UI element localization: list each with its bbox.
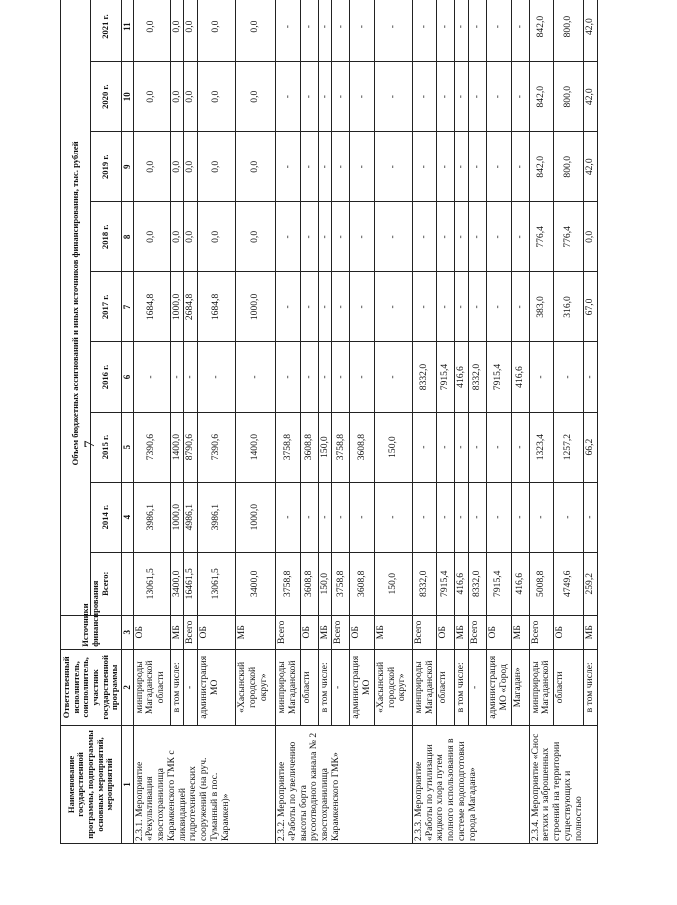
value-cell: 8790,6 (184, 412, 198, 482)
header-row-1 (61, 0, 91, 844)
source-cell: Всего (529, 615, 553, 649)
value-cell: 0,0 (133, 132, 170, 202)
value-cell: - (350, 342, 374, 412)
header-year: 2018 г. (91, 202, 121, 272)
value-cell: 150,0 (374, 412, 412, 482)
table-row (300, 0, 318, 844)
value-cell: - (300, 342, 318, 412)
value-cell: 150,0 (318, 552, 332, 615)
value-cell: - (437, 62, 455, 132)
value-cell: - (350, 0, 374, 62)
value-cell: - (276, 342, 300, 412)
value-cell: 3986,1 (133, 482, 170, 552)
measure-name: 2.3.1. Мероприятие «Рекультивация хвостохранилища Карамкенского ГМК с ликвидацией гидротехнических сооружений (на руч. Туманный в пос. Карамкен)» (133, 725, 275, 843)
value-cell: 776,4 (529, 202, 553, 272)
value-cell: 0,0 (198, 62, 236, 132)
column-index: 6 (121, 342, 133, 412)
value-cell: - (487, 132, 511, 202)
value-cell: - (412, 412, 436, 482)
source-cell: Всего (276, 615, 300, 649)
table-row (529, 0, 553, 844)
value-cell: - (554, 482, 584, 552)
value-cell: - (300, 0, 318, 62)
value-cell: 1400,0 (170, 412, 184, 482)
value-cell: - (318, 132, 332, 202)
value-cell: 1257,2 (554, 412, 584, 482)
value-cell: 1684,8 (133, 272, 170, 342)
value-cell: 3758,8 (332, 412, 350, 482)
source-cell: МБ (455, 615, 469, 649)
value-cell: 0,0 (198, 0, 236, 62)
value-cell: - (437, 132, 455, 202)
table-body (133, 0, 597, 844)
value-cell: 0,0 (236, 62, 276, 132)
value-cell: 1400,0 (236, 412, 276, 482)
value-cell: - (300, 132, 318, 202)
value-cell: 7390,6 (198, 412, 236, 482)
value-cell: 416,6 (455, 552, 469, 615)
value-cell: 0,0 (236, 0, 276, 62)
value-cell: - (469, 272, 487, 342)
value-cell: 3400,0 (236, 552, 276, 615)
value-cell: - (412, 272, 436, 342)
value-cell: - (184, 342, 198, 412)
value-cell: - (469, 132, 487, 202)
value-cell: - (437, 272, 455, 342)
value-cell: - (198, 342, 236, 412)
value-cell: - (455, 272, 469, 342)
value-cell: 8332,0 (469, 342, 487, 412)
value-cell: - (529, 482, 553, 552)
responsible-cell: в том числе: (584, 649, 598, 725)
value-cell: 259,2 (584, 552, 598, 615)
value-cell: 842,0 (529, 132, 553, 202)
value-cell: 776,4 (554, 202, 584, 272)
value-cell: - (332, 272, 350, 342)
column-index: 3 (121, 615, 133, 649)
value-cell: 416,6 (511, 342, 529, 412)
responsible-cell: администрация МО (198, 649, 236, 725)
value-cell: 3986,1 (198, 482, 236, 552)
value-cell: 1684,8 (198, 272, 236, 342)
column-index: 9 (121, 132, 133, 202)
column-index: 1 (121, 725, 133, 843)
value-cell: - (350, 272, 374, 342)
value-cell: 0,0 (133, 62, 170, 132)
source-cell: МБ (584, 615, 598, 649)
value-cell: - (276, 202, 300, 272)
value-cell: - (374, 482, 412, 552)
value-cell: - (487, 482, 511, 552)
value-cell: 42,0 (584, 62, 598, 132)
responsible-cell: области (437, 649, 455, 725)
value-cell: - (437, 0, 455, 62)
value-cell: 7915,4 (487, 552, 511, 615)
table-row (332, 0, 350, 844)
header-total: Всего: (91, 552, 121, 615)
source-cell: ОБ (437, 615, 455, 649)
value-cell: 150,0 (374, 552, 412, 615)
value-cell: - (437, 412, 455, 482)
responsible-cell: администрация МО (350, 649, 374, 725)
value-cell: 5008,8 (529, 552, 553, 615)
header-source: Источники финансирования (61, 615, 122, 649)
value-cell: - (300, 272, 318, 342)
value-cell: 7915,4 (437, 552, 455, 615)
value-cell: 0,0 (133, 0, 170, 62)
value-cell: 0,0 (184, 0, 198, 62)
responsible-cell: минприроды Магаданской (276, 649, 300, 725)
value-cell: - (170, 342, 184, 412)
table-row (350, 0, 374, 844)
source-cell: Всего (332, 615, 350, 649)
value-cell: - (133, 342, 170, 412)
value-cell: - (412, 482, 436, 552)
value-cell: - (318, 62, 332, 132)
value-cell: 0,0 (236, 132, 276, 202)
value-cell: 3608,8 (350, 412, 374, 482)
responsible-cell: - (332, 649, 350, 725)
responsible-cell: «Хасынский городской округ» (374, 649, 412, 725)
value-cell: - (455, 132, 469, 202)
value-cell: - (236, 342, 276, 412)
value-cell: - (350, 202, 374, 272)
value-cell: 8332,0 (412, 552, 436, 615)
value-cell: 7390,6 (133, 412, 170, 482)
responsible-cell: в том числе: (455, 649, 469, 725)
value-cell: - (469, 62, 487, 132)
source-cell: ОБ (350, 615, 374, 649)
value-cell: 0,0 (184, 132, 198, 202)
value-cell: 3608,8 (300, 412, 318, 482)
value-cell: - (374, 62, 412, 132)
value-cell: 3758,8 (276, 412, 300, 482)
source-cell: Всего (469, 615, 487, 649)
value-cell: - (487, 272, 511, 342)
value-cell: - (469, 482, 487, 552)
measure-name: 2.3.3. Мероприятие «Работы по утилизации жидкого хлора путем полного использования в системе водоподготовки города Магадана» (412, 725, 529, 843)
value-cell: 1000,0 (170, 272, 184, 342)
table-row (236, 0, 276, 844)
value-cell: 0,0 (170, 132, 184, 202)
column-index: 10 (121, 62, 133, 132)
value-cell: - (300, 62, 318, 132)
value-cell: 0,0 (170, 0, 184, 62)
value-cell: - (511, 412, 529, 482)
column-index: 2 (121, 649, 133, 725)
value-cell: - (455, 202, 469, 272)
responsible-cell: - (184, 649, 198, 725)
responsible-cell: - (469, 649, 487, 725)
source-cell: МБ (511, 615, 529, 649)
value-cell: - (412, 62, 436, 132)
responsible-cell: минприроды Магаданской (529, 649, 553, 725)
value-cell: - (332, 62, 350, 132)
column-index: 11 (121, 0, 133, 62)
header-year: 2014 г. (91, 482, 121, 552)
table-row (374, 0, 412, 844)
value-cell: - (374, 0, 412, 62)
source-cell: Всего (184, 615, 198, 649)
column-index: 8 (121, 202, 133, 272)
table-row (184, 0, 198, 844)
value-cell: - (300, 202, 318, 272)
responsible-cell: в том числе: (170, 649, 184, 725)
table-row (584, 0, 598, 844)
rotated-document (37, 0, 677, 868)
column-index (121, 552, 133, 615)
value-cell: 4749,6 (554, 552, 584, 615)
value-cell: - (437, 202, 455, 272)
source-cell: ОБ (133, 615, 170, 649)
value-cell: - (529, 342, 553, 412)
source-cell: Всего (412, 615, 436, 649)
value-cell: - (455, 0, 469, 62)
value-cell: 316,0 (554, 272, 584, 342)
column-index: 7 (121, 272, 133, 342)
value-cell: 8332,0 (412, 342, 436, 412)
table-row (437, 0, 455, 844)
value-cell: - (318, 0, 332, 62)
value-cell: 800,0 (554, 132, 584, 202)
value-cell: - (374, 202, 412, 272)
header-year: 2015 г. (91, 412, 121, 482)
value-cell: 3758,8 (276, 552, 300, 615)
value-cell: - (332, 342, 350, 412)
table-row (170, 0, 184, 844)
value-cell: - (455, 412, 469, 482)
responsible-cell: в том числе: (318, 649, 332, 725)
value-cell: 67,0 (584, 272, 598, 342)
value-cell: - (332, 482, 350, 552)
value-cell: 1000,0 (170, 482, 184, 552)
value-cell: 842,0 (529, 0, 553, 62)
value-cell: - (469, 202, 487, 272)
table-row (487, 0, 511, 844)
value-cell: 1000,0 (236, 482, 276, 552)
value-cell: - (374, 342, 412, 412)
column-index-row (121, 0, 133, 844)
value-cell: - (318, 482, 332, 552)
header-year: 2019 г. (91, 132, 121, 202)
value-cell: - (412, 132, 436, 202)
value-cell: - (318, 202, 332, 272)
value-cell: 3608,8 (350, 552, 374, 615)
responsible-cell: Магадан» (511, 649, 529, 725)
header-funding: Объем бюджетных ассигнований и иных источников финансирования, тыс. рублей (61, 0, 91, 615)
responsible-cell: области (554, 649, 584, 725)
measure-name: 2.3.4. Мероприятие «Снос ветхих и заброшенных строений на территории существующих и полностью (529, 725, 597, 843)
value-cell: - (469, 412, 487, 482)
column-index: 4 (121, 482, 133, 552)
value-cell: - (332, 132, 350, 202)
value-cell: 0,0 (184, 202, 198, 272)
value-cell: - (318, 272, 332, 342)
value-cell: - (511, 0, 529, 62)
responsible-cell: минприроды Магаданской области (133, 649, 170, 725)
source-cell: ОБ (487, 615, 511, 649)
value-cell: 416,6 (455, 342, 469, 412)
value-cell: 1323,4 (529, 412, 553, 482)
source-cell: ОБ (300, 615, 318, 649)
value-cell: - (511, 62, 529, 132)
value-cell: 800,0 (554, 0, 584, 62)
value-cell: 0,0 (170, 202, 184, 272)
source-cell: МБ (236, 615, 276, 649)
value-cell: - (511, 482, 529, 552)
source-cell: МБ (374, 615, 412, 649)
value-cell: - (350, 482, 374, 552)
value-cell: - (554, 342, 584, 412)
header-year: 2020 г. (91, 62, 121, 132)
value-cell: - (276, 132, 300, 202)
value-cell: - (584, 342, 598, 412)
responsible-cell: области (300, 649, 318, 725)
value-cell: 150,0 (318, 412, 332, 482)
header-responsible: Ответственный исполнитель, соисполнитель, участник государственной программы (61, 649, 122, 725)
source-cell: ОБ (554, 615, 584, 649)
table-row (455, 0, 469, 844)
header-year: 2016 г. (91, 342, 121, 412)
value-cell: - (276, 62, 300, 132)
value-cell: - (332, 202, 350, 272)
value-cell: - (350, 132, 374, 202)
table-row (198, 0, 236, 844)
value-cell: 0,0 (133, 202, 170, 272)
value-cell: - (487, 0, 511, 62)
value-cell: 7915,4 (437, 342, 455, 412)
responsible-cell: администрация МО «Город (487, 649, 511, 725)
value-cell: - (374, 132, 412, 202)
source-cell: МБ (170, 615, 184, 649)
value-cell: - (276, 272, 300, 342)
source-cell: МБ (318, 615, 332, 649)
value-cell: 13061,5 (198, 552, 236, 615)
value-cell: - (487, 62, 511, 132)
value-cell: 16461,5 (184, 552, 198, 615)
value-cell: 0,0 (184, 62, 198, 132)
budget-table (60, 0, 598, 844)
value-cell: 383,0 (529, 272, 553, 342)
value-cell: - (374, 272, 412, 342)
measure-name: 2.3.2. Мероприятие «Работы по увеличению высоты борта русоотводного канала № 2 хвостохранилища Карамкенского ГМК» (276, 725, 413, 843)
value-cell: - (511, 132, 529, 202)
value-cell: - (487, 412, 511, 482)
value-cell: 3400,0 (170, 552, 184, 615)
value-cell: - (455, 482, 469, 552)
page-number: 7 (82, 440, 98, 448)
value-cell: 4986,1 (184, 482, 198, 552)
value-cell: - (511, 202, 529, 272)
table-row (412, 0, 436, 844)
responsible-cell: минприроды Магаданской (412, 649, 436, 725)
value-cell: 0,0 (584, 202, 598, 272)
value-cell: 800,0 (554, 62, 584, 132)
value-cell: - (332, 0, 350, 62)
value-cell: 42,0 (584, 0, 598, 62)
value-cell: 0,0 (236, 202, 276, 272)
value-cell: - (300, 482, 318, 552)
value-cell: 2684,8 (184, 272, 198, 342)
header-year: 2021 г. (91, 0, 121, 62)
value-cell: - (276, 0, 300, 62)
table-row (133, 0, 170, 844)
value-cell: 3758,8 (332, 552, 350, 615)
responsible-cell: «Хасынский городской округ» (236, 649, 276, 725)
header-year: 2017 г. (91, 272, 121, 342)
value-cell: 842,0 (529, 62, 553, 132)
value-cell: - (412, 202, 436, 272)
table-row (469, 0, 487, 844)
value-cell: - (437, 482, 455, 552)
value-cell: 42,0 (584, 132, 598, 202)
header-name: Наименование государственной программы, подпрограммы основных мероприятий, мероприятий (61, 725, 122, 843)
value-cell: - (350, 62, 374, 132)
value-cell: 0,0 (170, 62, 184, 132)
value-cell: - (276, 482, 300, 552)
value-cell: 7915,4 (487, 342, 511, 412)
value-cell: 66,2 (584, 412, 598, 482)
table-row (318, 0, 332, 844)
table-row (511, 0, 529, 844)
value-cell: 13061,5 (133, 552, 170, 615)
value-cell: 8332,0 (469, 552, 487, 615)
value-cell: - (469, 0, 487, 62)
value-cell: 416,6 (511, 552, 529, 615)
value-cell: - (487, 202, 511, 272)
source-cell: ОБ (198, 615, 236, 649)
value-cell: - (412, 0, 436, 62)
value-cell: - (511, 272, 529, 342)
value-cell: - (318, 342, 332, 412)
table-row (554, 0, 584, 844)
value-cell: 0,0 (198, 132, 236, 202)
value-cell: 1000,0 (236, 272, 276, 342)
value-cell: 3608,8 (300, 552, 318, 615)
value-cell: - (584, 482, 598, 552)
table-row (276, 0, 300, 844)
value-cell: 0,0 (198, 202, 236, 272)
value-cell: - (455, 62, 469, 132)
column-index: 5 (121, 412, 133, 482)
